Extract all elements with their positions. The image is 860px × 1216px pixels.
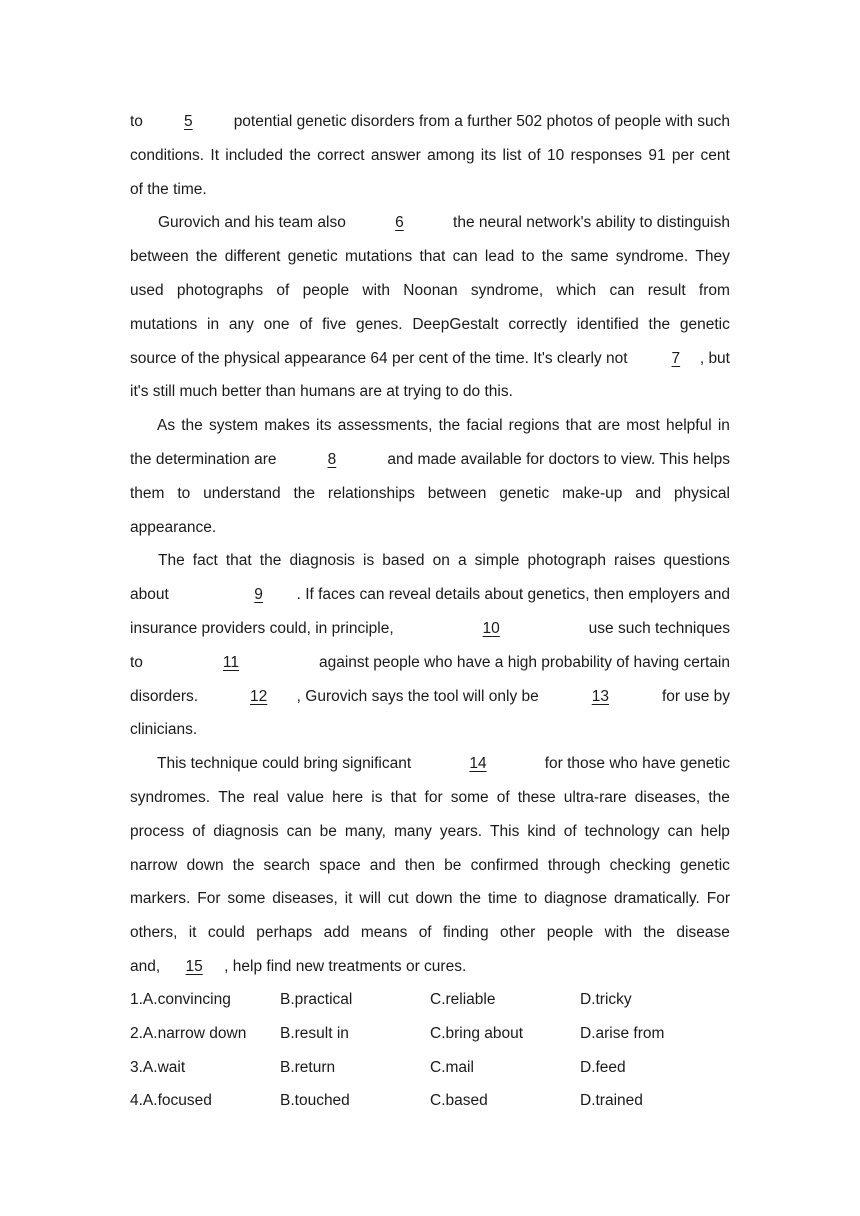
passage-line	[130, 646, 730, 680]
word: of	[496, 788, 510, 806]
word: down	[415, 890, 453, 908]
option-d: D.arise from	[580, 1024, 665, 1042]
passage-line	[130, 477, 730, 511]
word: the	[438, 417, 461, 435]
word: people	[302, 281, 350, 299]
passage-line	[130, 105, 730, 139]
word: mutations	[130, 315, 198, 333]
word: it	[188, 924, 197, 942]
blank-11: 11	[222, 653, 239, 671]
word: the	[708, 788, 730, 806]
passage-line	[130, 308, 730, 342]
word: which	[556, 281, 597, 299]
option-b: B.result in	[280, 1024, 349, 1042]
passage-line	[130, 274, 730, 308]
word: raises	[614, 552, 656, 570]
passage-line	[130, 578, 730, 612]
blank-13: 13	[591, 687, 609, 705]
option-b: B.return	[280, 1058, 336, 1076]
word: with	[362, 281, 390, 299]
option-row	[130, 983, 730, 1017]
word: assessments,	[337, 417, 433, 435]
word: process	[130, 822, 185, 840]
word: dramatically.	[613, 890, 700, 908]
word: between	[130, 248, 189, 266]
word: included	[225, 146, 284, 164]
passage-line	[130, 139, 730, 173]
word: it	[344, 890, 353, 908]
passage-line	[130, 544, 730, 578]
word: and	[369, 856, 396, 874]
word: diagnosis	[289, 552, 355, 570]
word: genetic	[679, 315, 730, 333]
option-a: 1.A.convincing	[130, 991, 231, 1008]
word: technology	[584, 822, 660, 840]
word: others,	[130, 924, 178, 942]
word: syndromes.	[130, 788, 211, 806]
option-a: 4.A.focused	[130, 1092, 212, 1110]
word: The	[218, 788, 245, 806]
passage-line	[130, 815, 730, 849]
answer-options	[130, 983, 730, 1118]
word: between	[427, 484, 487, 502]
word: a	[457, 552, 467, 570]
passage-line	[130, 849, 730, 883]
word: can	[286, 822, 312, 840]
word: will	[359, 890, 381, 908]
word: genes.	[356, 315, 403, 333]
text-segment: . If faces can reveal details about genetics, then employers and	[296, 586, 730, 604]
option-d: D.feed	[580, 1058, 626, 1076]
word: markers.	[130, 890, 191, 908]
word: used	[130, 281, 164, 299]
word: other	[500, 924, 536, 942]
word: relationships	[327, 484, 415, 502]
option-b: B.practical	[280, 991, 353, 1008]
word: system	[208, 417, 259, 435]
word: simple	[474, 552, 520, 570]
word: make-up	[562, 484, 623, 502]
word: narrow	[130, 856, 178, 874]
word: of	[418, 924, 432, 942]
text-segment: Gurovich and his team also	[158, 214, 346, 232]
word: of	[276, 281, 290, 299]
passage-line	[130, 342, 730, 376]
word: many	[393, 822, 432, 840]
text-segment: , help find new treatments or cures.	[224, 957, 467, 975]
word: its	[316, 417, 332, 435]
word: ultra-rare	[563, 788, 627, 806]
word: It	[210, 146, 220, 164]
word: years.	[439, 822, 483, 840]
option-d: D.tricky	[580, 991, 632, 1008]
word: the	[459, 890, 482, 908]
passage-line	[130, 240, 730, 274]
word: different	[224, 248, 281, 266]
passage-line	[130, 680, 730, 714]
word: through	[547, 856, 601, 874]
text-segment: of the time.	[130, 180, 207, 198]
text-segment: , Gurovich says the tool will only be	[296, 687, 539, 705]
word: then	[404, 856, 435, 874]
word: 91	[648, 146, 666, 164]
passage-line	[130, 511, 730, 545]
text-segment: use such techniques	[588, 619, 730, 637]
word: cent	[700, 146, 730, 164]
passage-line	[130, 409, 730, 443]
word: can	[452, 248, 478, 266]
word: genetic	[679, 856, 730, 874]
word: is	[363, 552, 375, 570]
word: helpful	[666, 417, 712, 435]
text-segment: disorders.	[130, 687, 199, 705]
text-segment: for those who have genetic	[544, 755, 730, 773]
word: the	[648, 315, 671, 333]
word: of	[563, 822, 577, 840]
blank-group	[652, 342, 730, 376]
passage-line	[130, 713, 730, 747]
word: kind	[527, 822, 556, 840]
word: result	[647, 281, 686, 299]
text-segment: , but	[699, 349, 730, 367]
text-segment: clinicians.	[130, 721, 198, 739]
word: As	[157, 417, 176, 435]
passage-line	[130, 747, 730, 781]
text-segment: potential genetic disorders from a further 502 photos of people with such	[233, 113, 730, 130]
text-segment: the neural network's ability to distinguish	[453, 214, 730, 232]
word: based	[382, 552, 425, 570]
word: people	[546, 924, 594, 942]
word: value	[286, 788, 325, 806]
blank-15: 15	[185, 957, 203, 975]
word: the	[259, 552, 282, 570]
word: of	[192, 822, 206, 840]
option-d: D.trained	[580, 1092, 643, 1110]
word: help	[700, 822, 730, 840]
blank-12: 12	[250, 687, 268, 705]
word: For	[197, 890, 221, 908]
word: some	[450, 788, 489, 806]
word: questions	[663, 552, 730, 570]
word: be	[319, 822, 337, 840]
passage-line	[130, 206, 730, 240]
word: many,	[344, 822, 386, 840]
word: from	[698, 281, 730, 299]
word: five	[322, 315, 347, 333]
word: lead	[484, 248, 515, 266]
word: here	[332, 788, 364, 806]
word: photograph	[527, 552, 606, 570]
cloze-passage	[130, 105, 730, 984]
word: to	[521, 248, 535, 266]
word: answer	[370, 146, 421, 164]
word: This	[490, 822, 520, 840]
word: DeepGestalt	[412, 315, 499, 333]
word: responses	[570, 146, 643, 164]
word: to	[524, 890, 538, 908]
word: real	[253, 788, 279, 806]
word: could	[207, 924, 245, 942]
word: be	[444, 856, 462, 874]
text-segment: appearance.	[130, 518, 217, 536]
word: photographs	[176, 281, 264, 299]
word: syndrome.	[615, 248, 689, 266]
blank-5: 5	[184, 113, 193, 130]
word: are	[597, 417, 621, 435]
word: 10	[547, 146, 565, 164]
text-segment: to	[130, 113, 143, 130]
word: genetic	[499, 484, 550, 502]
word: checking	[609, 856, 671, 874]
word: Noonan	[403, 281, 458, 299]
word: search	[263, 856, 311, 874]
word: the	[232, 856, 255, 874]
word: finding	[442, 924, 489, 942]
word: the	[541, 248, 564, 266]
word: for	[424, 788, 443, 806]
passage-line	[130, 916, 730, 950]
word: means	[360, 924, 408, 942]
word: that	[419, 248, 446, 266]
passage-line	[130, 612, 730, 646]
word: in	[717, 417, 730, 435]
word: is	[371, 788, 383, 806]
passage-line	[130, 781, 730, 815]
word: most	[626, 417, 660, 435]
text-segment: it's still much better than humans are at trying to do this.	[130, 383, 513, 401]
word: diagnose	[544, 890, 607, 908]
word: correctly	[508, 315, 567, 333]
word: disease	[676, 924, 730, 942]
passage-line	[130, 173, 730, 207]
word: down	[186, 856, 224, 874]
passage-line	[130, 950, 730, 984]
option-a: 3.A.wait	[130, 1058, 186, 1076]
word: one	[263, 315, 290, 333]
word: that	[225, 552, 252, 570]
word: physical	[673, 484, 730, 502]
word: genetic	[287, 248, 338, 266]
blank-group	[221, 578, 730, 612]
word: on	[432, 552, 450, 570]
blank-group	[164, 950, 466, 984]
word: diseases,	[272, 890, 338, 908]
option-c: C.reliable	[430, 991, 496, 1008]
word: same	[570, 248, 609, 266]
word: the	[181, 417, 203, 435]
text-segment: insurance providers could, in principle,	[130, 619, 394, 637]
option-c: C.mail	[430, 1058, 474, 1076]
option-c: C.bring about	[430, 1024, 524, 1042]
option-row	[130, 1051, 730, 1085]
word: that	[390, 788, 417, 806]
word: among	[427, 146, 475, 164]
word: the	[289, 146, 311, 164]
word: identified	[576, 315, 639, 333]
text-segment: for use by	[661, 687, 730, 705]
option-row	[130, 1017, 730, 1051]
word: diagnosis	[213, 822, 279, 840]
word: time	[487, 890, 518, 908]
word: perhaps	[256, 924, 313, 942]
word: the	[293, 484, 316, 502]
word: with	[604, 924, 633, 942]
text-segment: to	[130, 653, 143, 671]
word: these	[517, 788, 556, 806]
word: conditions.	[130, 146, 205, 164]
word: them	[130, 484, 165, 502]
word: The	[158, 552, 185, 570]
word: fact	[192, 552, 218, 570]
text-segment: against people who have a high probability of having certain	[318, 653, 730, 671]
word: add	[323, 924, 350, 942]
word: facial	[466, 417, 503, 435]
word: makes	[264, 417, 310, 435]
word: They	[695, 248, 730, 266]
word: of	[527, 146, 541, 164]
blank-9: 9	[254, 586, 263, 604]
word: regions	[508, 417, 560, 435]
word: understand	[203, 484, 281, 502]
option-a: 2.A.narrow down	[130, 1024, 247, 1042]
word: correct	[317, 146, 365, 164]
text-segment: This technique could bring significant	[157, 755, 412, 773]
word: mutations	[345, 248, 413, 266]
text-segment: the determination are	[130, 450, 277, 468]
word: to	[177, 484, 191, 502]
word: that	[565, 417, 592, 435]
word: its	[480, 146, 497, 164]
blank-10: 10	[482, 619, 500, 637]
blank-7: 7	[671, 349, 681, 367]
word: any	[228, 315, 254, 333]
word: and	[635, 484, 662, 502]
blank-6: 6	[395, 214, 404, 232]
word: the	[195, 248, 218, 266]
word: cut	[387, 890, 409, 908]
word: For	[706, 890, 730, 908]
option-b: B.touched	[280, 1092, 350, 1110]
passage-line	[130, 882, 730, 916]
word: of	[299, 315, 313, 333]
word: space	[319, 856, 361, 874]
text-segment: about	[130, 586, 169, 604]
blank-14: 14	[469, 755, 487, 773]
passage-line	[130, 375, 730, 409]
word: the	[643, 924, 666, 942]
text-segment: source of the physical appearance 64 per cent of the time. It's clearly not	[130, 349, 628, 367]
option-c: C.based	[430, 1092, 488, 1110]
text-segment: and,	[130, 957, 161, 975]
option-row	[130, 1084, 730, 1118]
word: can	[667, 822, 693, 840]
word: can	[609, 281, 635, 299]
word: per	[671, 146, 695, 164]
word: list	[502, 146, 522, 164]
word: diseases,	[634, 788, 701, 806]
text-segment: and made available for doctors to view. This helps	[387, 450, 730, 468]
word: some	[227, 890, 266, 908]
word: confirmed	[470, 856, 539, 874]
blank-group	[221, 680, 539, 714]
word: in	[207, 315, 220, 333]
word: syndrome,	[470, 281, 544, 299]
passage-line	[130, 443, 730, 477]
blank-8: 8	[327, 450, 337, 468]
